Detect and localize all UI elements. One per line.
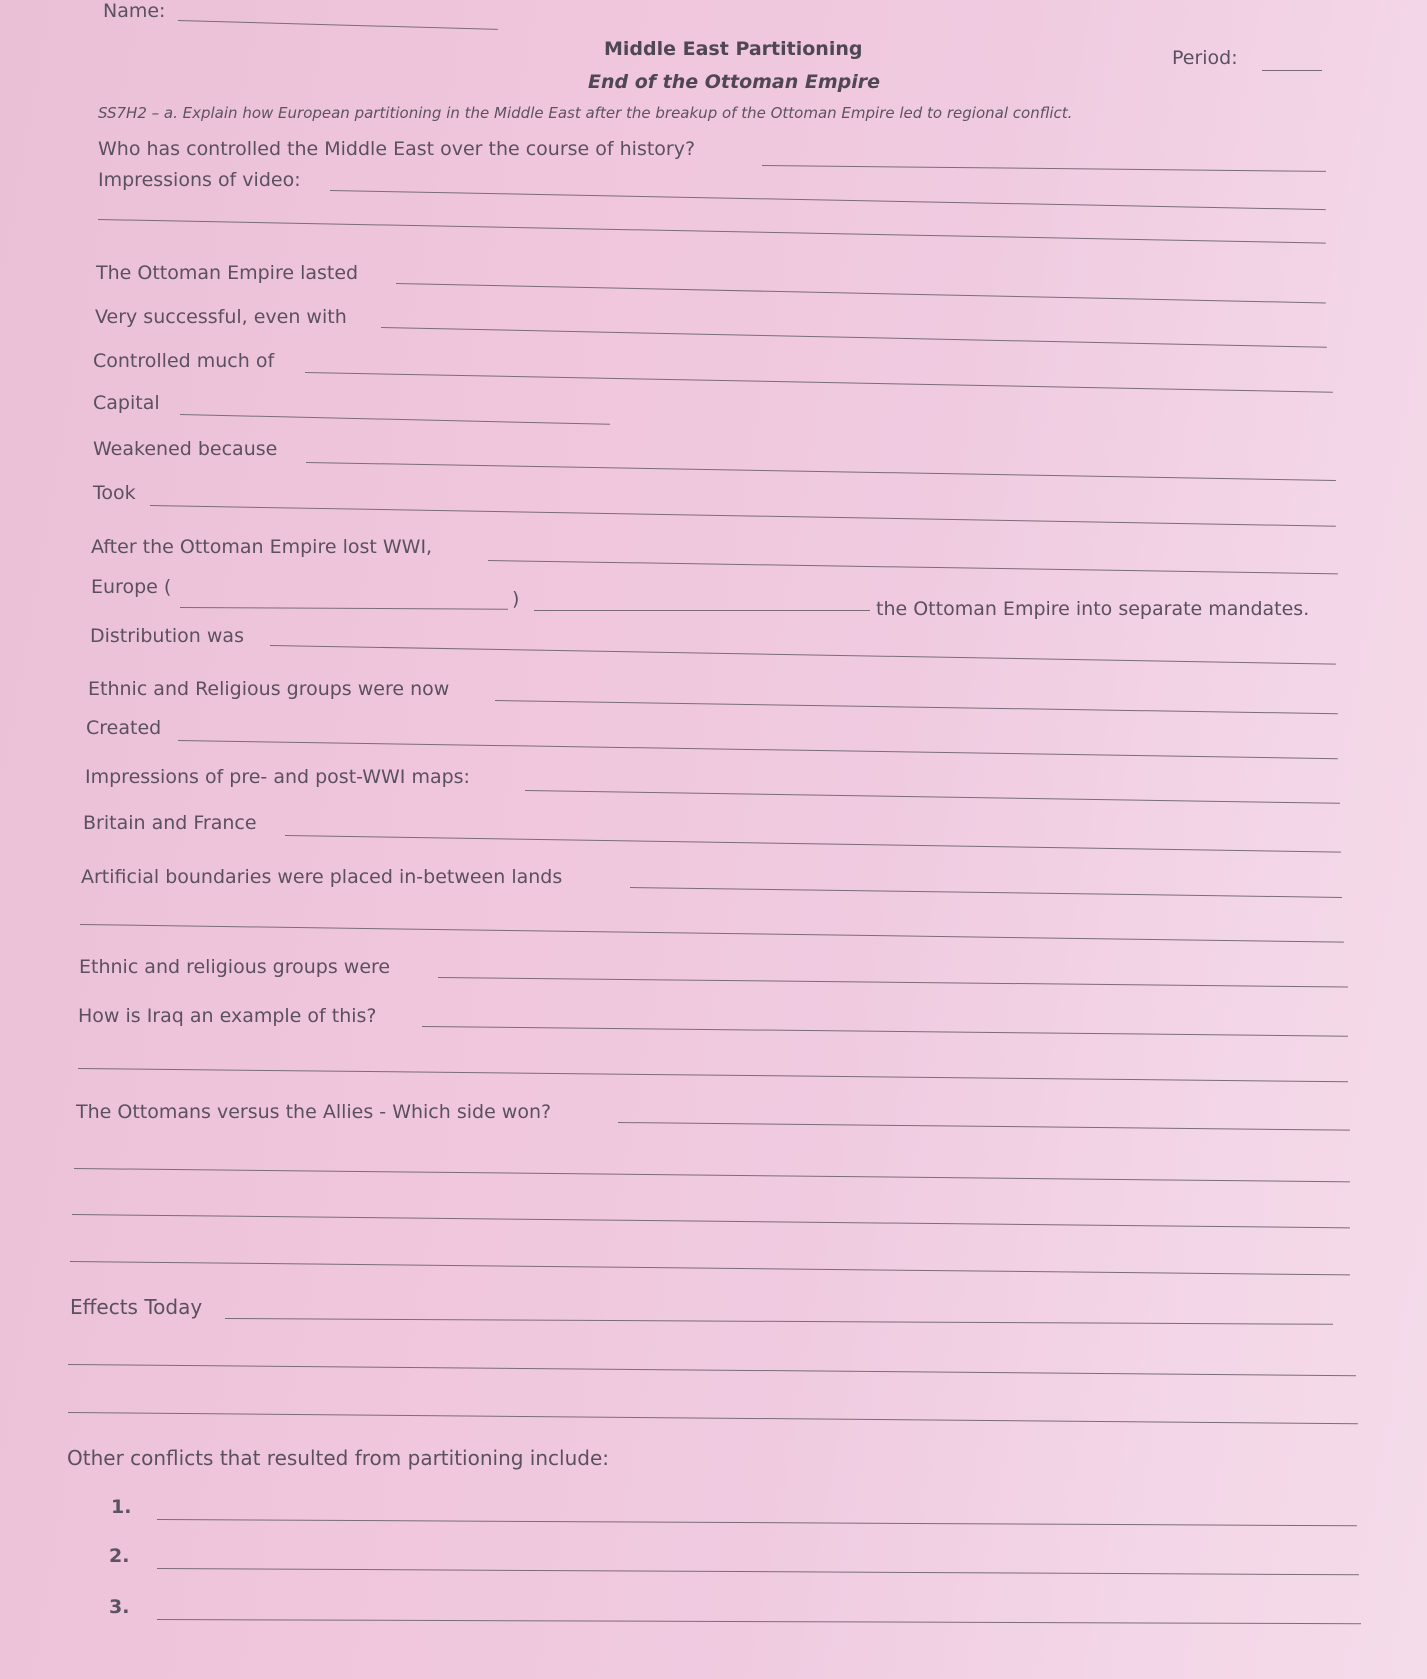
prompt-europe: Europe ( [91, 576, 172, 598]
prompt-after-wwi: After the Ottoman Empire lost WWI, [91, 536, 433, 558]
answer-line[interactable] [305, 372, 1333, 393]
prompt-impressions-maps: Impressions of pre- and post-WWI maps: [85, 766, 470, 788]
prompt-very-successful: Very successful, even with [95, 306, 347, 328]
answer-line[interactable] [98, 219, 1326, 244]
prompt-effects-today: Effects Today [70, 1295, 203, 1319]
answer-line[interactable] [150, 505, 1336, 527]
prompt-britain-france: Britain and France [83, 812, 257, 834]
prompt-weakened-because: Weakened because [93, 438, 278, 460]
answer-line[interactable] [762, 165, 1326, 172]
page-title: Middle East Partitioning [604, 38, 863, 60]
prompt-other-conflicts: Other conflicts that resulted from partitioning include: [67, 1446, 610, 1470]
list-item-number: 2. [109, 1545, 130, 1567]
prompt-ottoman-lasted: The Ottoman Empire lasted [96, 262, 359, 284]
answer-line[interactable] [157, 1519, 1357, 1526]
list-item-number: 3. [109, 1596, 130, 1618]
standard-text: SS7H2 – a. Explain how European partitioning in the Middle East after the breakup of the Ottoman Empire led to regional conflict. [98, 104, 1073, 122]
answer-line[interactable] [381, 327, 1327, 348]
prompt-ottomans-allies: The Ottomans versus the Allies - Which side won? [76, 1101, 552, 1123]
period-label: Period: [1172, 47, 1238, 69]
answer-line[interactable] [180, 414, 610, 425]
answer-line[interactable] [74, 1168, 1350, 1182]
answer-line[interactable] [330, 190, 1326, 210]
page-subtitle: End of the Ottoman Empire [588, 71, 881, 93]
prompt-impressions-video: Impressions of video: [98, 169, 301, 191]
answer-line[interactable] [180, 607, 508, 610]
answer-line[interactable] [68, 1412, 1358, 1424]
answer-line[interactable] [157, 1619, 1361, 1624]
prompt-ethnic-religious-were: Ethnic and religious groups were [79, 956, 391, 978]
answer-line[interactable] [285, 835, 1341, 853]
prompt-ethnic-religious-now: Ethnic and Religious groups were now [88, 678, 450, 700]
prompt-took: Took [93, 482, 136, 504]
prompt-distribution: Distribution was [90, 625, 244, 647]
answer-line[interactable] [495, 700, 1338, 714]
answer-line[interactable] [396, 283, 1326, 303]
answer-line[interactable] [306, 462, 1336, 481]
prompt-artificial-boundaries: Artificial boundaries were placed in-between lands [81, 866, 563, 888]
answer-line[interactable] [618, 1122, 1350, 1131]
answer-line[interactable] [270, 645, 1336, 665]
answer-line[interactable] [157, 1568, 1359, 1575]
answer-line[interactable] [225, 1318, 1333, 1325]
answer-line[interactable] [488, 560, 1338, 574]
answer-line[interactable] [630, 887, 1342, 898]
prompt-iraq-example: How is Iraq an example of this? [78, 1005, 377, 1027]
name-label: Name: [103, 0, 166, 22]
answer-line[interactable] [178, 740, 1338, 759]
answer-line[interactable] [525, 790, 1340, 804]
prompt-controlled-much-of: Controlled much of [93, 350, 275, 372]
answer-line[interactable] [78, 1068, 1348, 1082]
answer-line[interactable] [422, 1026, 1348, 1037]
answer-line[interactable] [534, 610, 870, 611]
period-field[interactable] [1262, 70, 1322, 71]
prompt-europe-close: ) [512, 588, 520, 610]
prompt-capital: Capital [93, 392, 160, 414]
prompt-mandates: the Ottoman Empire into separate mandates. [876, 598, 1310, 620]
prompt-controlled-history: Who has controlled the Middle East over the course of history? [98, 138, 696, 160]
answer-line[interactable] [68, 1364, 1356, 1376]
list-item-number: 1. [111, 1496, 132, 1518]
answer-line[interactable] [72, 1214, 1350, 1228]
answer-line[interactable] [438, 977, 1348, 988]
answer-line[interactable] [80, 924, 1344, 943]
answer-line[interactable] [70, 1261, 1350, 1275]
name-field[interactable] [178, 20, 498, 30]
prompt-created: Created [86, 717, 162, 739]
